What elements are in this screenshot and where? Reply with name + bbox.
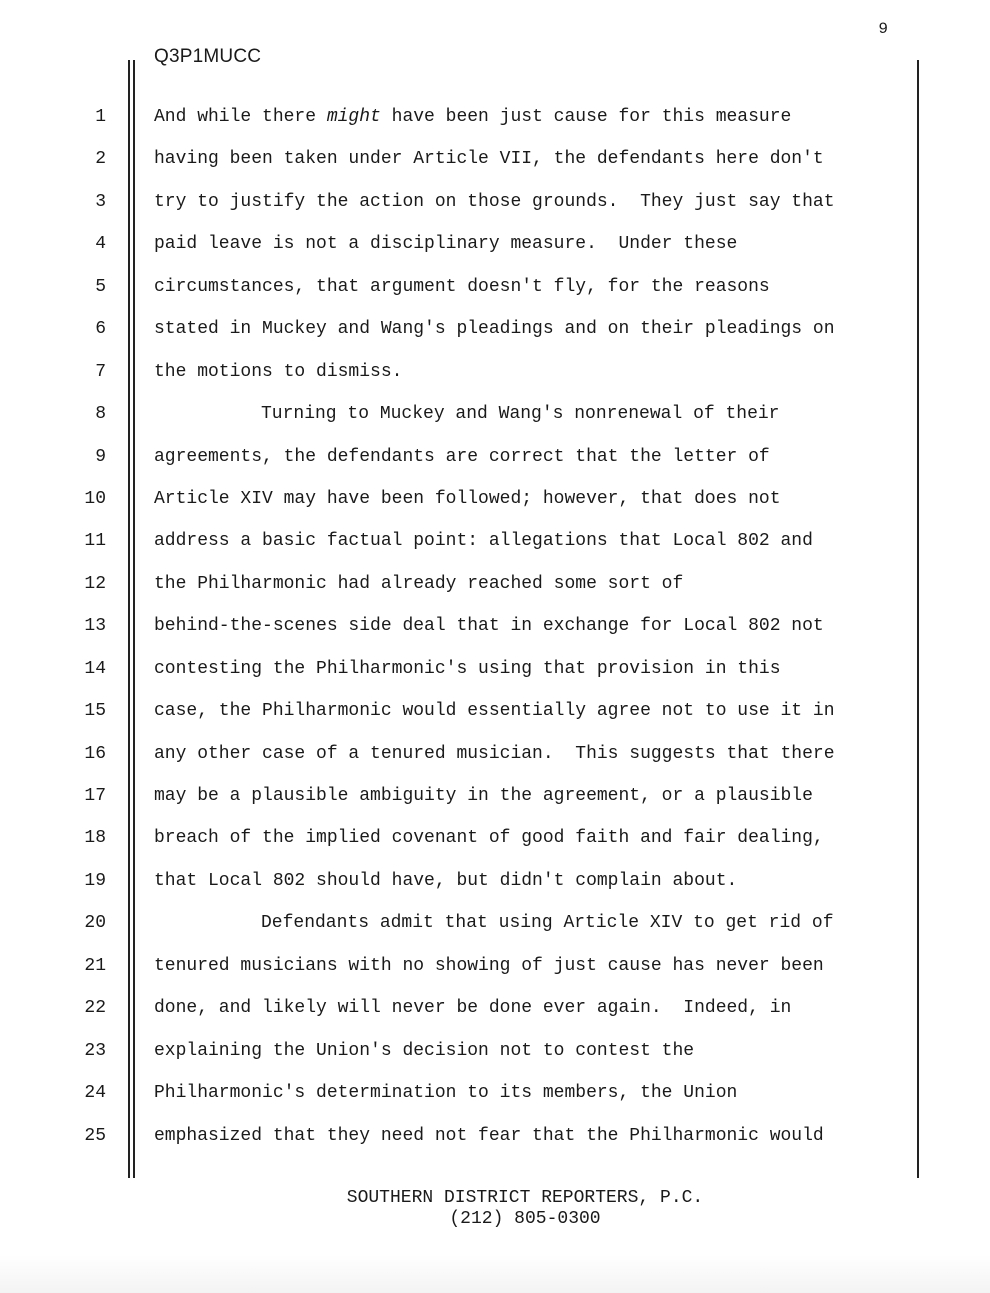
line-number: 7: [95, 361, 106, 382]
line-number: 22: [84, 998, 106, 1019]
line-number: 23: [84, 1040, 106, 1061]
transcript-line: breach of the implied covenant of good faith and fair dealing,: [154, 828, 824, 849]
page-bottom-shade: [0, 1255, 990, 1293]
line-number: 20: [84, 913, 106, 934]
line-number: 9: [95, 446, 106, 467]
line-number: 3: [95, 191, 106, 212]
line-number: 2: [95, 149, 106, 170]
line-number: 19: [84, 870, 106, 891]
transcript-line: the Philharmonic had already reached some sort of: [154, 573, 684, 594]
line-number: 14: [84, 658, 106, 679]
emphasized-word: might: [326, 107, 381, 127]
line-text: And while there: [154, 107, 327, 127]
line-number: 1: [95, 107, 106, 127]
line-number: 24: [84, 1083, 106, 1104]
line-number: 8: [95, 404, 106, 425]
transcript-body: [154, 96, 904, 1157]
left-margin-rule-inner: [133, 60, 135, 1178]
transcript-line: Article XIV may have been followed; however, that does not: [154, 488, 781, 509]
line-number: 25: [84, 1125, 106, 1146]
transcript-line: agreements, the defendants are correct that the letter of: [154, 446, 770, 467]
transcript-line: having been taken under Article VII, the defendants here don't: [154, 149, 824, 170]
page-footer: [0, 1188, 990, 1230]
transcript-line: the motions to dismiss.: [154, 361, 403, 382]
transcript-line: that Local 802 should have, but didn't complain about.: [154, 870, 738, 891]
reporter-phone: (212) 805-0300: [449, 1209, 601, 1229]
line-number-column: [60, 96, 106, 1157]
line-text: have been just cause for this measure: [380, 107, 792, 127]
line-number: 6: [95, 319, 106, 340]
transcript-line: behind-the-scenes side deal that in exchange for Local 802 not: [154, 616, 824, 637]
transcript-line: case, the Philharmonic would essentially agree not to use it in: [154, 701, 835, 722]
line-number: 11: [84, 531, 106, 552]
transcript-line: explaining the Union's decision not to contest the: [154, 1040, 695, 1061]
transcript-line: paid leave is not a disciplinary measure. Under these: [154, 234, 738, 255]
transcript-line: any other case of a tenured musician. This suggests that there: [154, 743, 835, 764]
page-number: 9: [878, 20, 888, 38]
transcript-line: Turning to Muckey and Wang's nonrenewal of their: [261, 404, 780, 425]
transcript-line: try to justify the action on those grounds. They just say that: [154, 191, 835, 212]
left-margin-rule-outer: [128, 60, 130, 1178]
transcript-line: contesting the Philharmonic's using that provision in this: [154, 658, 781, 679]
transcript-line: circumstances, that argument doesn't fly, for the reasons: [154, 276, 770, 297]
right-margin-rule: [917, 60, 919, 1178]
line-number: 5: [95, 276, 106, 297]
case-code: Q3P1MUCC: [154, 46, 262, 67]
transcript-line: may be a plausible ambiguity in the agreement, or a plausible: [154, 786, 813, 806]
line-number: 21: [84, 955, 106, 976]
transcript-line: address a basic factual point: allegations that Local 802 and: [154, 531, 813, 552]
line-number: 4: [95, 234, 106, 255]
transcript-line: stated in Muckey and Wang's pleadings and on their pleadings on: [154, 319, 835, 340]
transcript-line: done, and likely will never be done ever again. Indeed, in: [154, 998, 792, 1019]
reporter-name: SOUTHERN DISTRICT REPORTERS, P.C.: [346, 1188, 704, 1208]
transcript-line: Philharmonic's determination to its members, the Union: [154, 1083, 738, 1104]
line-number: 16: [84, 743, 106, 764]
line-number: 18: [84, 828, 106, 849]
line-number: 10: [84, 488, 106, 509]
transcript-line: [154, 96, 904, 138]
transcript-line: tenured musicians with no showing of just cause has never been: [154, 955, 824, 976]
line-number: 13: [84, 616, 106, 637]
line-number: 15: [84, 701, 106, 722]
transcript-line: Defendants admit that using Article XIV to get rid of: [261, 913, 834, 934]
line-number: 17: [84, 786, 106, 806]
line-number: 12: [84, 573, 106, 594]
transcript-line: emphasized that they need not fear that the Philharmonic would: [154, 1125, 824, 1146]
